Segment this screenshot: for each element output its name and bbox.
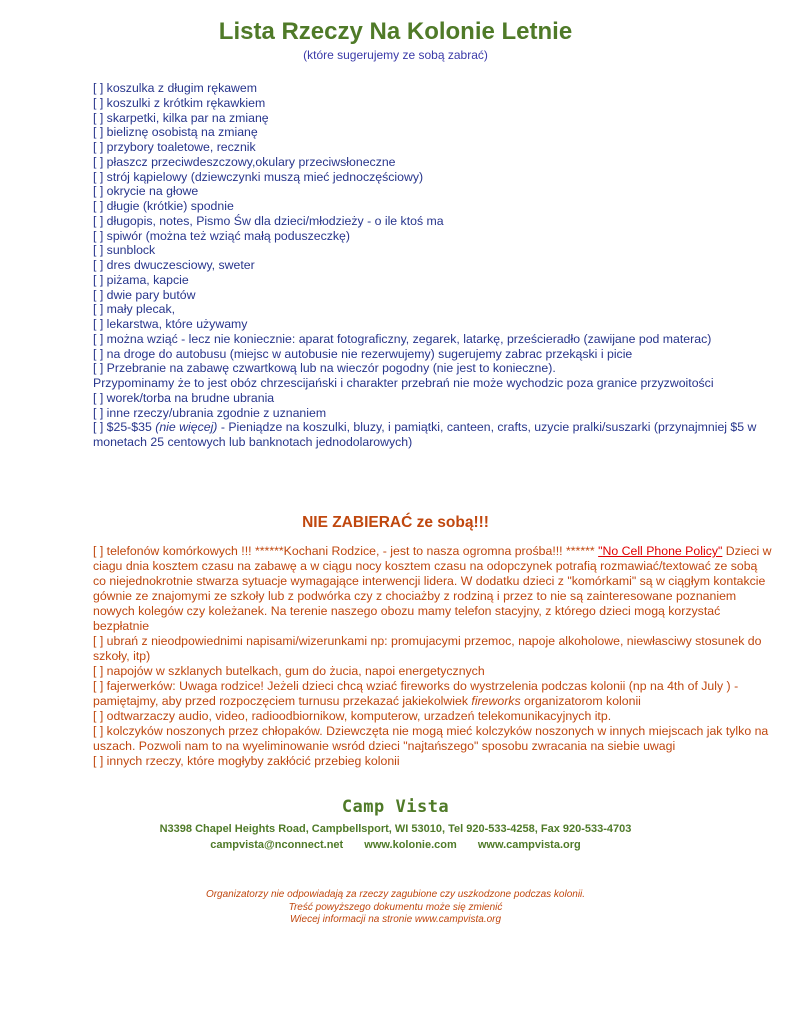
list-item: [ ] lekarstwa, które używamy (93, 317, 248, 331)
reminder-note: Przypominamy że to jest obóz chrzescijański i charakter przebrań nie może wychodzic poza granice przyzwoitości (93, 376, 714, 390)
fireworks-item-suffix: organizatorom kolonii (520, 694, 641, 708)
list-item: [ ] inne rzeczy/ubrania zgodnie z uznaniem (93, 405, 327, 420)
money-item-note: (nie więcej) (155, 420, 218, 435)
list-item: [ ] długopis, notes, Pismo Św dla dzieci/młodzieży - o ile ktoś ma (93, 213, 444, 228)
list-item: [ ] na droge do autobusu (miejsc w autobusie nie rezerwujemy) sugerujemy zabrac przekąski i picie (93, 346, 633, 361)
list-item: [ ] sunblock (93, 243, 156, 258)
page-subtitle: (które sugerujemy ze sobą zabrać) (303, 48, 488, 62)
contact-line (0, 838, 791, 852)
list-item: [ ] płaszcz przeciwdeszczowy,okulary przeciwsłoneczne (93, 154, 396, 169)
disclaimer-line: Wiecej informacji na stronie www.campvista.org (289, 914, 502, 925)
list-item: [ ] strój kąpielowy (dziewczynki muszą mieć jednoczęściowy) (93, 169, 424, 184)
list-item: [ ] ubrań z nieodpowiednimi napisami/wizerunkami np: promujacymi przemoc, napoje alkoholowe, niewłasciwy stosunek do szkoły, itp) (93, 634, 762, 663)
list-item: [ ] piżama, kapcie (93, 272, 189, 287)
disclaimer-line: Treść powyższego dokumentu może się zmienić (288, 901, 503, 913)
list-item: [ ] koszulka z długim rękawem (93, 81, 258, 95)
list-item: [ ] Przebranie na zabawę czwartkową lub na wieczór pogodny (nie jest to konieczne). (93, 361, 556, 376)
packing-list (93, 81, 773, 450)
phone-item-text: [ ] telefonów komórkowych !!! ******Kochani Rodzice, - jest to nasza ogromna prośba!!! ****** (93, 544, 599, 558)
money-item-prefix: [ ] $25-$35 (93, 420, 156, 435)
section-heading: NIE ZABIERAĆ ze sobą!!! (302, 514, 489, 531)
list-item: [ ] okrycie na głowe (93, 184, 199, 199)
list-item: [ ] skarpetki, kilka par na zmianę (93, 110, 269, 125)
list-item: [ ] dwie pary butów (93, 287, 196, 302)
list-item: [ ] odtwarzaczy audio, video, radioodbiornikow, komputerow, urzadzeń telekomunikacyjnych itp. (93, 709, 612, 723)
list-item: [ ] worek/torba na brudne ubrania (93, 390, 275, 405)
fireworks-emphasis: fireworks (471, 694, 521, 708)
phone-item-body: Dzieci w ciagu dnia kosztem czasu na zabawę a w ciągu nocy kosztem czasu na odopczynek potrafią rozmawiać/textować ze sobą co niejednokrotnie stwarza sytuacje wymagające interwencji lidera. W dodatku dzieci z "komórkami" są w ciągłym kontakcie gównie ze znajomymi ze szkoły lub z podwórka czy z chociażby z rodziną i przez to nie są zainteresowane poznaniem nowych kolegów czy koleżanek. Na terenie naszego obozu mamy telefon stacyjny, z którego dzieci mogą korzystać bezpłatnie (93, 544, 772, 633)
camp-name: Camp Vista (341, 797, 450, 817)
list-item: [ ] kolczyków noszonych przez chłopaków. Dziewczęta nie mogą mieć kolczyków noszonych w innych miejscach jak tylko na uszach. Pozwoli nam to na wyeliminowanie wsród dzieci "najtańszego" sposobu zwracania na siebie uwagi (93, 724, 769, 753)
money-list-item (93, 420, 773, 450)
list-item: [ ] koszulki z krótkim rękawkiem (93, 95, 266, 110)
fireworks-list-item (93, 679, 773, 709)
list-item: [ ] mały plecak, (93, 302, 176, 317)
list-item: [ ] napojów w szklanych butelkach, gum do żucia, napoi energetycznych (93, 664, 485, 678)
money-item-text: - Pieniądze na koszulki, bluzy, i pamiątki, canteen, crafts, uzycie pralki/suszarki (przynajmniej $5 w monetach 25 centowych lub banknotach jednodolarowych) (93, 420, 757, 449)
camp-address: N3398 Chapel Heights Road, Campbellsport, WI 53010, Tel 920-533-4258, Fax 920-533-4703 (159, 823, 632, 835)
phone-list-item (93, 544, 773, 634)
fireworks-item-text: [ ] fajerwerków: Uwaga rodzice! Jeżeli dzieci chcą wziać fireworks do wystrzelenia podczas kolonii (np na 4th of July ) - pamiętajmy, aby przed rozpoczęciem turnusu przekazać jakiekolwiek (93, 679, 739, 708)
no-cell-phone-policy-link[interactable]: "No Cell Phone Policy" (598, 544, 723, 558)
website-link-kolonie[interactable]: www.kolonie.com (364, 839, 457, 851)
disclaimer (0, 889, 791, 927)
list-item: [ ] długie (krótkie) spodnie (93, 199, 234, 213)
list-item: [ ] bieliznę osobistą na zmianę (93, 125, 258, 140)
page-title: Lista Rzeczy Na Kolonie Letnie (218, 18, 573, 45)
prohibited-list (93, 544, 773, 769)
list-item: [ ] można wziąć - lecz nie koniecznie: aparat fotograficzny, zegarek, latarkę, prześcieradło (zawijane pod materac) (93, 331, 712, 346)
website-link-campvista[interactable]: www.campvista.org (477, 839, 581, 851)
list-item: [ ] innych rzeczy, które mogłyby zakłócić przebieg kolonii (93, 754, 400, 768)
list-item: [ ] dres dwuczesciowy, sweter (93, 258, 255, 272)
list-item: [ ] przybory toaletowe, recznik (93, 140, 256, 154)
disclaimer-line: Organizatorzy nie odpowiadają za rzeczy zagubione czy uszkodzone podczas kolonii. (205, 889, 586, 900)
list-item: [ ] spiwór (można też wziąć małą poduszeczkę) (93, 228, 350, 243)
email-link[interactable]: campvista@nconnect.net (210, 839, 344, 851)
